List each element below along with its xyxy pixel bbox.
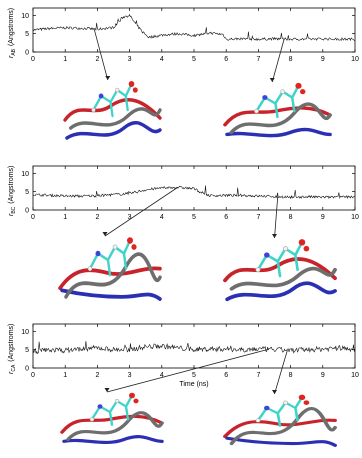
atom-hydrogen [113, 245, 117, 249]
y-axis-label [8, 166, 17, 216]
annotation-arrow [272, 39, 284, 82]
x-tick-label: 6 [224, 214, 229, 221]
x-tick-label: 9 [320, 372, 325, 379]
chart-panel-3 [8, 324, 359, 446]
y-tick-label: 0 [25, 365, 29, 373]
annotation-arrow [105, 187, 178, 236]
atom-oxygen [129, 393, 135, 399]
annotation-arrowhead [105, 76, 110, 80]
atom-nitrogen [99, 94, 104, 99]
atom-oxygen [299, 239, 306, 245]
y-axis-label-sub: BC [11, 206, 17, 214]
x-tick-label: 7 [256, 56, 261, 63]
atom-hydrogen [88, 267, 92, 271]
x-tick-label: 6 [224, 372, 229, 379]
x-tick-label: 0 [31, 372, 35, 379]
x-tick-label: 8 [288, 56, 293, 63]
x-tick-label: 10 [351, 56, 359, 63]
molecular-structure-icon [225, 239, 335, 299]
strand-blue [64, 437, 162, 443]
chart-panel-1 [8, 8, 359, 138]
x-tick-label: 5 [192, 372, 196, 379]
strand-gray [71, 109, 160, 128]
series-line [33, 341, 355, 353]
x-tick-label: 8 [288, 214, 293, 221]
x-tick-label: 3 [127, 214, 132, 221]
series-line [33, 186, 355, 199]
y-axis-label-unit: (Angstroms) [8, 323, 15, 364]
y-axis-label-sub: CA [11, 364, 17, 372]
atom-nitrogen [96, 251, 101, 256]
strand-gray [232, 269, 335, 289]
annotation-arrow [275, 350, 288, 394]
molecular-structure-icon [225, 395, 335, 446]
y-tick-label: 10 [21, 12, 29, 20]
atom-oxygen [127, 237, 133, 244]
x-tick-label: 3 [127, 372, 132, 379]
y-tick-label: 10 [21, 170, 29, 178]
atom-hydrogen [254, 109, 258, 113]
atom-oxygen [129, 81, 135, 87]
plot-frame [33, 324, 355, 368]
molecular-structure-icon [225, 83, 330, 136]
molecular-structure-icon [65, 81, 160, 138]
atom-hydrogen [281, 90, 285, 94]
x-tick-label: 2 [95, 56, 100, 63]
atom-hydrogen [115, 399, 119, 403]
atom-oxygen [131, 244, 136, 250]
x-tick-label: 2 [95, 214, 100, 221]
strand-blue [227, 438, 335, 445]
annotation-arrowhead [272, 234, 277, 238]
x-tick-label: 8 [288, 372, 293, 379]
x-tick-label: 4 [159, 214, 164, 221]
x-tick-label: 1 [63, 56, 68, 63]
y-tick-label: 10 [21, 328, 29, 336]
strand-gray [68, 413, 162, 440]
x-tick-label: 10 [351, 214, 359, 221]
atom-oxygen [133, 87, 138, 92]
plot-frame [33, 8, 355, 52]
atom-hydrogen [283, 247, 287, 251]
series-line [33, 15, 355, 41]
annotation-arrowhead [272, 390, 277, 394]
annotation-arrowhead [270, 78, 275, 82]
atom-oxygen [295, 83, 301, 89]
strand-gray [231, 104, 330, 132]
annotation-arrow [275, 197, 278, 238]
y-tick-label: 5 [25, 189, 29, 197]
x-tick-label: 7 [256, 214, 261, 221]
y-axis-label-main: r [8, 55, 15, 58]
atom-hydrogen [115, 88, 119, 92]
x-tick-label: 1 [63, 214, 68, 221]
y-tick-label: 0 [25, 207, 29, 215]
x-tick-label: 9 [320, 56, 325, 63]
atom-hydrogen [90, 418, 94, 422]
y-axis-label [8, 324, 17, 374]
strand-blue [227, 129, 330, 135]
atom-oxygen [304, 400, 310, 405]
x-tick-label: 7 [256, 372, 261, 379]
x-tick-label: 4 [159, 56, 164, 63]
x-tick-label: 6 [224, 56, 229, 63]
molecular-structure-icon [62, 393, 162, 443]
atom-oxygen [304, 246, 310, 251]
chart-panel-2 [8, 166, 359, 300]
x-tick-label: 9 [320, 214, 325, 221]
atom-nitrogen [98, 404, 103, 409]
x-tick-label: 0 [31, 214, 35, 221]
y-axis-label-sub: AB [11, 48, 17, 56]
annotation-arrow [94, 29, 108, 80]
y-tick-label: 0 [25, 49, 29, 57]
strand-blue [62, 290, 160, 299]
atom-nitrogen [264, 252, 270, 257]
atom-oxygen [300, 89, 305, 94]
y-axis-label-unit: (Angstroms) [8, 165, 15, 206]
y-axis-label-main: r [8, 213, 15, 216]
x-tick-label: 1 [63, 372, 68, 379]
x-tick-label: 5 [192, 56, 196, 63]
x-tick-label: 5 [192, 214, 196, 221]
atom-hydrogen [283, 401, 287, 405]
y-axis-label-unit: (Angstroms) [8, 7, 15, 48]
annotation-arrowhead [103, 232, 108, 236]
atom-hydrogen [92, 108, 96, 112]
atom-hydrogen [256, 419, 260, 423]
x-tick-label: 0 [31, 56, 35, 63]
x-tick-label: 2 [95, 372, 100, 379]
x-axis-label: Time (ns) [179, 381, 209, 388]
y-tick-label: 5 [25, 31, 29, 39]
molecular-structure-icon [60, 237, 160, 299]
x-tick-label: 3 [127, 56, 132, 63]
atom-oxygen [133, 399, 138, 404]
atom-nitrogen [262, 95, 267, 100]
atom-hydrogen [256, 268, 260, 272]
y-axis-label [8, 8, 17, 58]
y-axis-label-main: r [8, 371, 15, 374]
y-tick-label: 5 [25, 347, 29, 355]
atom-oxygen [299, 395, 306, 400]
atom-nitrogen [264, 406, 270, 410]
x-tick-label: 4 [159, 372, 164, 379]
x-tick-label: 10 [351, 372, 359, 379]
